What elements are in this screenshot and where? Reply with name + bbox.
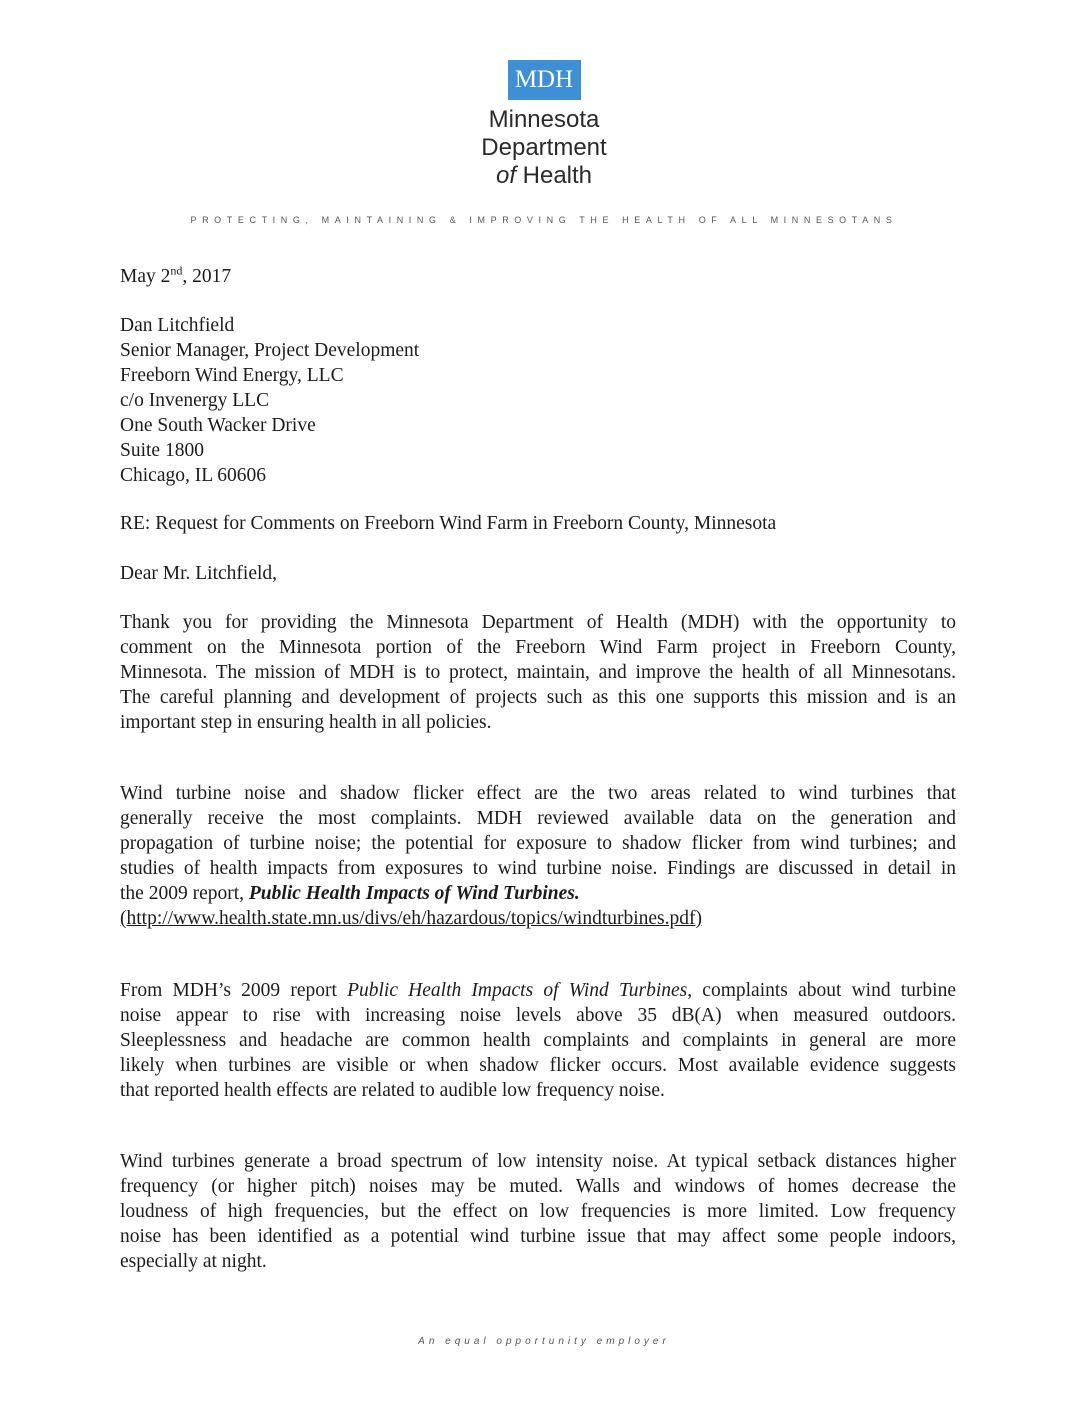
paragraph-line: especially at night. xyxy=(120,1251,267,1272)
paragraph-line: noise has been identified as a potential wind turbine issue that may affect some people indoors, xyxy=(120,1226,956,1247)
paragraph-1 xyxy=(120,610,956,735)
org-name-of: of xyxy=(495,162,516,189)
org-name-health: Health xyxy=(522,162,593,189)
tagline: PROTECTING, MAINTAINING & IMPROVING THE HEALTH OF ALL MINNESOTANS xyxy=(190,215,898,225)
address-line: One South Wacker Drive xyxy=(120,415,316,436)
address-line: Dan Litchfield xyxy=(120,315,235,336)
para3-report-title: Public Health Impacts of Wind Turbines xyxy=(347,980,688,1001)
para3-suffix: , complaints about wind turbine xyxy=(687,980,956,1001)
paragraph-line: important step in ensuring health in all policies. xyxy=(120,712,492,733)
footer-employer-statement: An equal opportunity employer xyxy=(418,1336,670,1347)
paragraph-4 xyxy=(120,1149,956,1274)
address-line: Senior Manager, Project Development xyxy=(120,340,420,361)
report-title: Public Health Impacts of Wind Turbines. xyxy=(248,883,580,904)
re-text: RE: Request for Comments on Freeborn Wind Farm in Freeborn County, Minnesota xyxy=(120,513,777,534)
paragraph-line: Wind turbine noise and shadow flicker effect are the two areas related to wind turbines that xyxy=(120,783,956,804)
address-line: Freeborn Wind Energy, LLC xyxy=(120,365,344,386)
org-name-line-1: Minnesota xyxy=(488,106,600,133)
para3-prefix: From MDH’s 2009 report xyxy=(120,980,348,1001)
address-line: c/o Invenergy LLC xyxy=(120,390,270,411)
paragraph-line: frequency (or higher pitch) noises may be muted. Walls and windows of homes decrease the xyxy=(120,1176,956,1197)
date-suffix: , 2017 xyxy=(182,266,232,287)
paragraph-3 xyxy=(120,978,956,1103)
subject-line xyxy=(120,511,956,536)
paragraph-line: propagation of turbine noise; the potential for exposure to shadow flicker from wind turbines; and xyxy=(120,833,956,854)
paragraph-line xyxy=(120,978,956,1003)
paragraph-line: loudness of high frequencies, but the effect on low frequencies is more limited. Low frequency xyxy=(120,1201,956,1222)
paragraph-line: generally receive the most complaints. MDH reviewed available data on the generation and xyxy=(120,808,956,829)
organization-name xyxy=(0,106,1088,190)
date-prefix: May 2 xyxy=(120,266,171,287)
paragraph-line: studies of health impacts from exposures to wind turbine noise. Findings are discussed in detail in xyxy=(120,858,956,879)
mdh-logo: MDH xyxy=(508,60,581,100)
paragraph-line xyxy=(120,881,956,906)
report-link[interactable]: (http://www.health.state.mn.us/divs/eh/hazardous/topics/windturbines.pdf) xyxy=(120,908,703,929)
paragraph-2 xyxy=(120,781,956,931)
address-line: Chicago, IL 60606 xyxy=(120,465,267,486)
org-name-line-2: Department xyxy=(481,134,607,161)
paragraph-line: Thank you for providing the Minnesota Department of Health (MDH) with the opportunity to xyxy=(120,612,956,633)
salutation-text: Dear Mr. Litchfield, xyxy=(120,563,278,584)
report-intro: the 2009 report, xyxy=(120,883,249,904)
paragraph-line: Sleeplessness and headache are common health complaints and complaints in general are more xyxy=(120,1030,956,1051)
recipient-address xyxy=(120,313,956,488)
paragraph-line: Wind turbines generate a broad spectrum of low intensity noise. At typical setback distances higher xyxy=(120,1151,956,1172)
org-name-line-3 xyxy=(0,162,1088,190)
letterhead xyxy=(0,60,1088,190)
salutation xyxy=(120,561,956,586)
paragraph-line: noise appear to rise with increasing noise levels above 35 dB(A) when measured outdoors. xyxy=(120,1005,956,1026)
paragraph-line: comment on the Minnesota portion of the Freeborn Wind Farm project in Freeborn County, xyxy=(120,637,956,658)
paragraph-line: that reported health effects are related to audible low frequency noise. xyxy=(120,1080,665,1101)
paragraph-line: The careful planning and development of projects such as this one supports this mission and is an xyxy=(120,687,956,708)
paragraph-line: likely when turbines are visible or when shadow flicker occurs. Most available evidence suggests xyxy=(120,1055,956,1076)
paragraph-line: Minnesota. The mission of MDH is to protect, maintain, and improve the health of all Minnesotans. xyxy=(120,662,956,683)
address-line: Suite 1800 xyxy=(120,440,204,461)
letter-date xyxy=(120,264,956,289)
date-ordinal: nd xyxy=(170,263,183,278)
